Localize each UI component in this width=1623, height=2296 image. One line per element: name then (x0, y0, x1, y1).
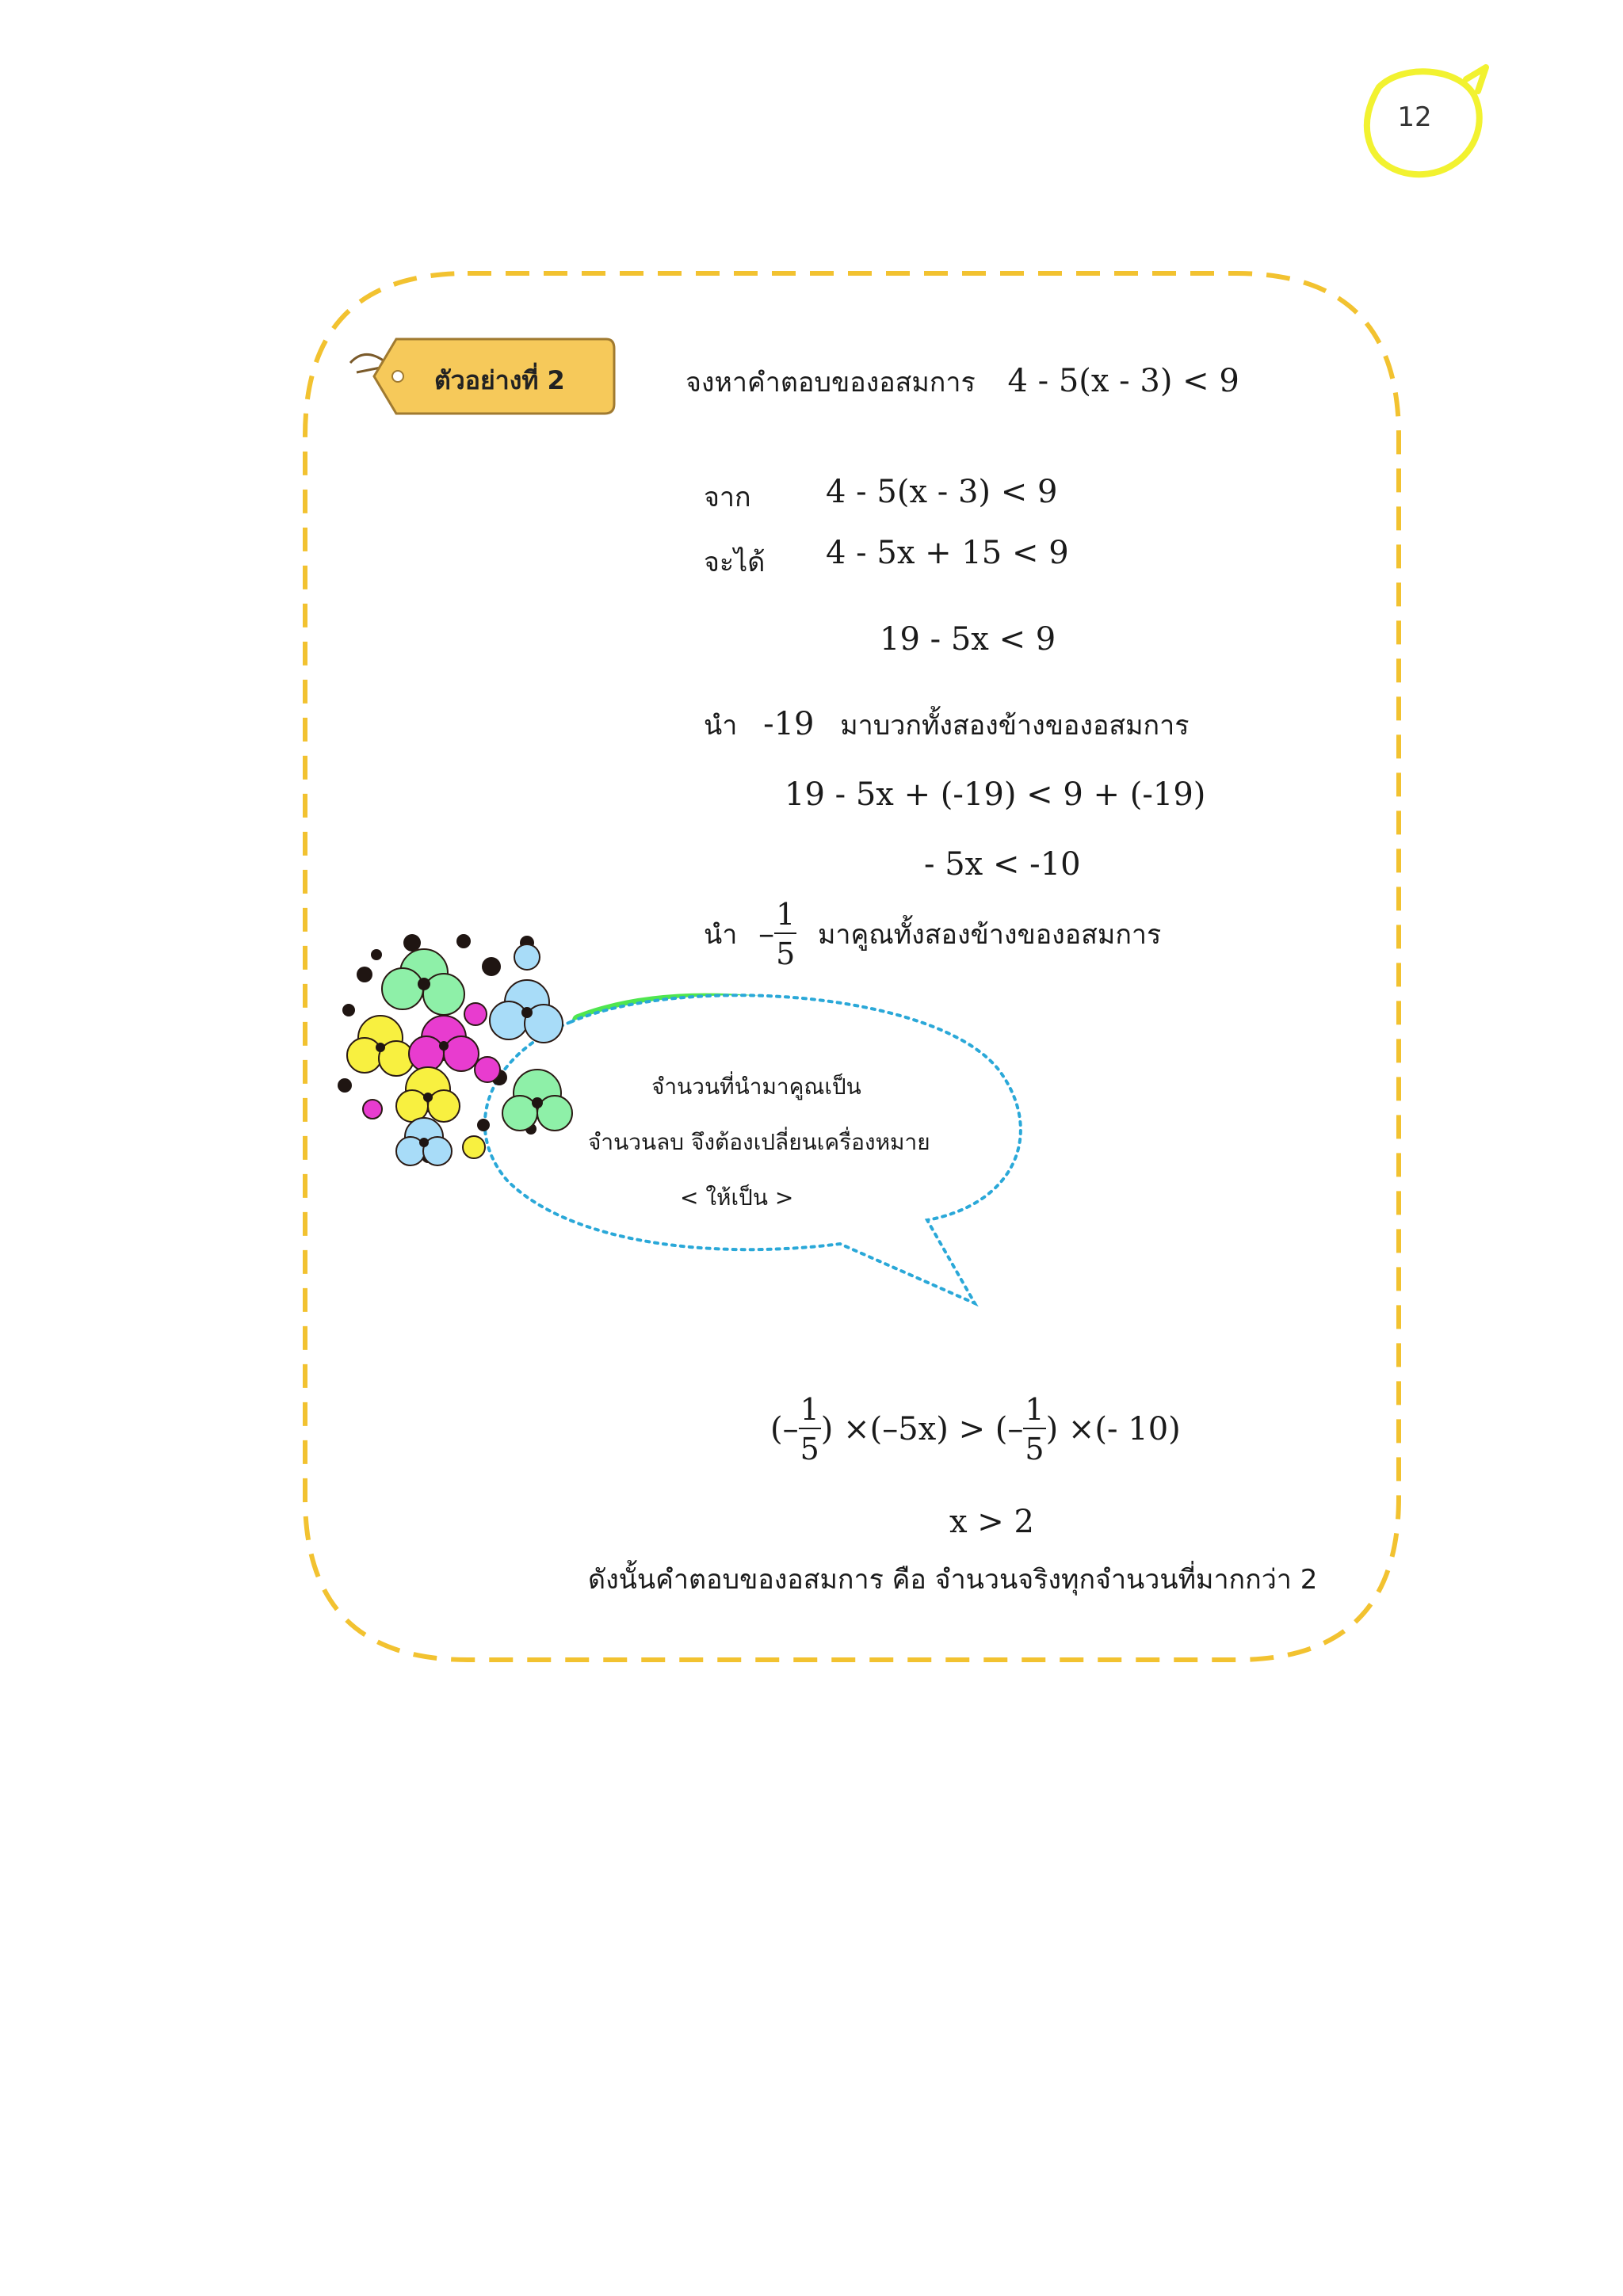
add-step (704, 704, 1189, 746)
example-inequality: 4 - 5(x - 3) < 9 (1007, 363, 1239, 399)
add-prefix: นำ (704, 710, 738, 742)
multiply-description: มาคูณทั้งสองข้างของอสมการ (817, 919, 1162, 951)
simplified-expression: 19 - 5x < 9 (880, 621, 1056, 658)
from-expression: 4 - 5(x - 3) < 9 (826, 474, 1058, 510)
example-heading (685, 360, 1239, 403)
multiply-fraction: $\frac{1}{5}$ (776, 897, 796, 971)
flower-bouquet-illustration (333, 919, 594, 1188)
page-number: 12 (1397, 101, 1432, 133)
callout-line-1: จำนวนที่นำมาคูณเป็น (651, 1074, 861, 1100)
get-label: จะได้ (704, 547, 766, 578)
callout-line-3: < ให้เป็น > (680, 1184, 794, 1211)
example-prompt: จงหาคำตอบของอสมการ (685, 367, 976, 399)
final-rhs-fraction: $\frac{1}{5}$ (1025, 1392, 1044, 1466)
add-description: มาบวกทั้งสองข้างของอสมการ (840, 710, 1190, 742)
add-simplified: - 5x < -10 (924, 846, 1081, 883)
callout-line-2: จำนวนลบ จึงต้องเปลี่ยนเครื่องหมาย (588, 1129, 930, 1155)
add-result: 19 - 5x + (-19) < 9 + (-19) (785, 776, 1206, 813)
final-lhs-fraction: $\frac{1}{5}$ (800, 1392, 819, 1466)
multiply-prefix: นำ (704, 919, 738, 951)
add-value: -19 (763, 706, 815, 742)
from-label: จาก (704, 482, 751, 513)
conclusion: ดังนั้นคำตอบของอสมการ คือ จำนวนจริงทุกจำนวนที่มากกว่า 2 (588, 1564, 1318, 1596)
final-multiplication: (– $\frac{1}{5}$ ) ×(–5x) > (– $\frac{1}{5}$ ) ×(- 10) (770, 1392, 1181, 1466)
final-answer: x > 2 (949, 1504, 1034, 1540)
get-expression: 4 - 5x + 15 < 9 (826, 535, 1069, 571)
multiply-sign: – (758, 916, 775, 952)
example-tag-label: ตัวอย่างที่ 2 (434, 365, 565, 395)
multiply-step (704, 899, 1161, 969)
